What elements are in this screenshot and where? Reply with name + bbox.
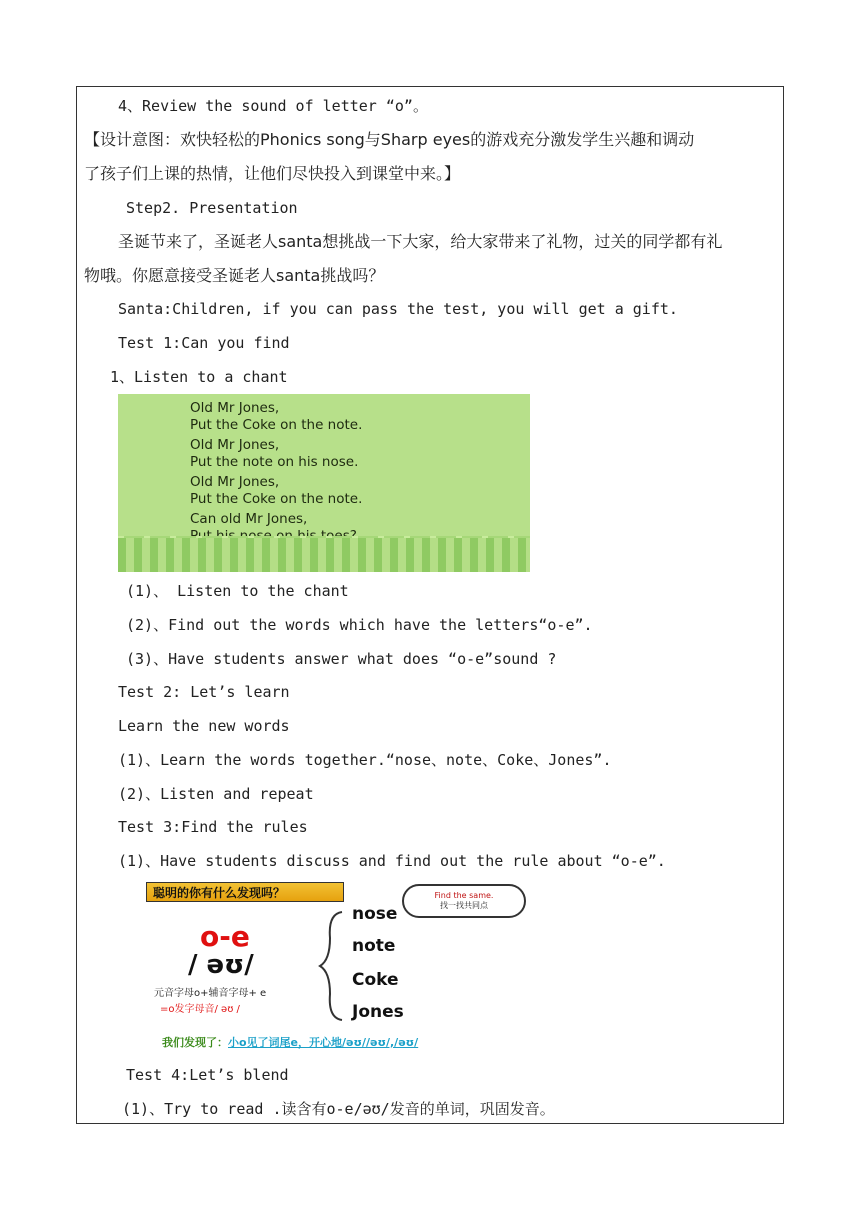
rules-image [140, 876, 560, 1052]
christmas-line-1: 圣诞节来了，圣诞老人santa想挑战一下大家，给大家带来了礼物，过关的同学都有礼 [118, 232, 723, 251]
chant-step-1: (1)、 Listen to the chant [126, 582, 349, 600]
word-jones: Jones [352, 1002, 404, 1022]
pattern-label: o-e [200, 920, 250, 953]
chant-step-2: (2)、Find out the words which have the letters“o-e”. [126, 616, 593, 634]
cloud-text-en: Find the same. [434, 891, 494, 900]
discovery-prefix: 我们发现了： [162, 1036, 228, 1049]
blend-step-1: (1)、Try to read .读含有o-e/əʊ/发音的单词，巩固发音。 [122, 1100, 555, 1118]
rule-line-2: =o发字母音/ əʊ / [160, 1004, 240, 1015]
santa-line: Santa:Children, if you can pass the test, you will get a gift. [118, 300, 678, 318]
test2-heading: Test 2: Let’s learn [118, 683, 290, 701]
intent-line-1: 【设计意图：欢快轻松的Phonics song与Sharp eyes的游戏充分激发学生兴趣和调动 [84, 130, 695, 149]
chant-line: Put the note on his nose. [190, 453, 359, 470]
cloud-text-cn: 找一找共同点 [440, 901, 488, 910]
chant-line: Put the Coke on the note. [190, 490, 363, 507]
christmas-line-2: 物哦。你愿意接受圣诞老人santa挑战吗？ [84, 266, 385, 285]
chant-step-3: (3)、Have students answer what does “o-e”sound ? [126, 650, 557, 668]
discovery-rule: 小o见了词尾e，开心地/əʊ//əʊ/,/əʊ/ [228, 1036, 419, 1049]
chant-line: Old Mr Jones, [190, 400, 280, 416]
discovery-banner: 聪明的你有什么发现吗？ [146, 882, 344, 902]
chant-image [118, 394, 530, 572]
learn-step-2: (2)、Listen and repeat [118, 785, 314, 803]
test3-heading: Test 3:Find the rules [118, 818, 308, 836]
learn-words-line: Learn the new words [118, 717, 290, 735]
chant-line: Old Mr Jones, [190, 437, 280, 453]
test1-heading: Test 1:Can you find [118, 334, 290, 352]
word-nose: nose [352, 904, 398, 924]
listen-chant-line: 1、Listen to a chant [110, 368, 288, 386]
step2-heading: Step2. Presentation [126, 199, 298, 217]
thought-cloud [402, 884, 526, 918]
chant-line: Can old Mr Jones, [190, 511, 308, 527]
intent-line-2: 了孩子们上课的热情，让他们尽快投入到课堂中来。】 [84, 164, 461, 183]
rules-step-1: (1)、Have students discuss and find out the rule about “o-e”. [118, 852, 666, 870]
ipa-label: / əʊ/ [188, 950, 254, 980]
chant-line: Old Mr Jones, [190, 474, 280, 490]
chant-line: Put the Coke on the note. [190, 416, 363, 433]
rule-line-1: 元音字母o+辅音字母+ e [154, 988, 267, 999]
learn-step-1: (1)、Learn the words together.“nose、note、Coke、Jones”. [118, 751, 612, 769]
striped-border [118, 538, 530, 572]
word-note: note [352, 936, 396, 956]
test4-heading: Test 4:Let’s blend [126, 1066, 289, 1084]
discovery-text [162, 1034, 418, 1050]
word-coke: Coke [352, 970, 399, 990]
review-line: 4、Review the sound of letter “o”。 [118, 97, 428, 115]
